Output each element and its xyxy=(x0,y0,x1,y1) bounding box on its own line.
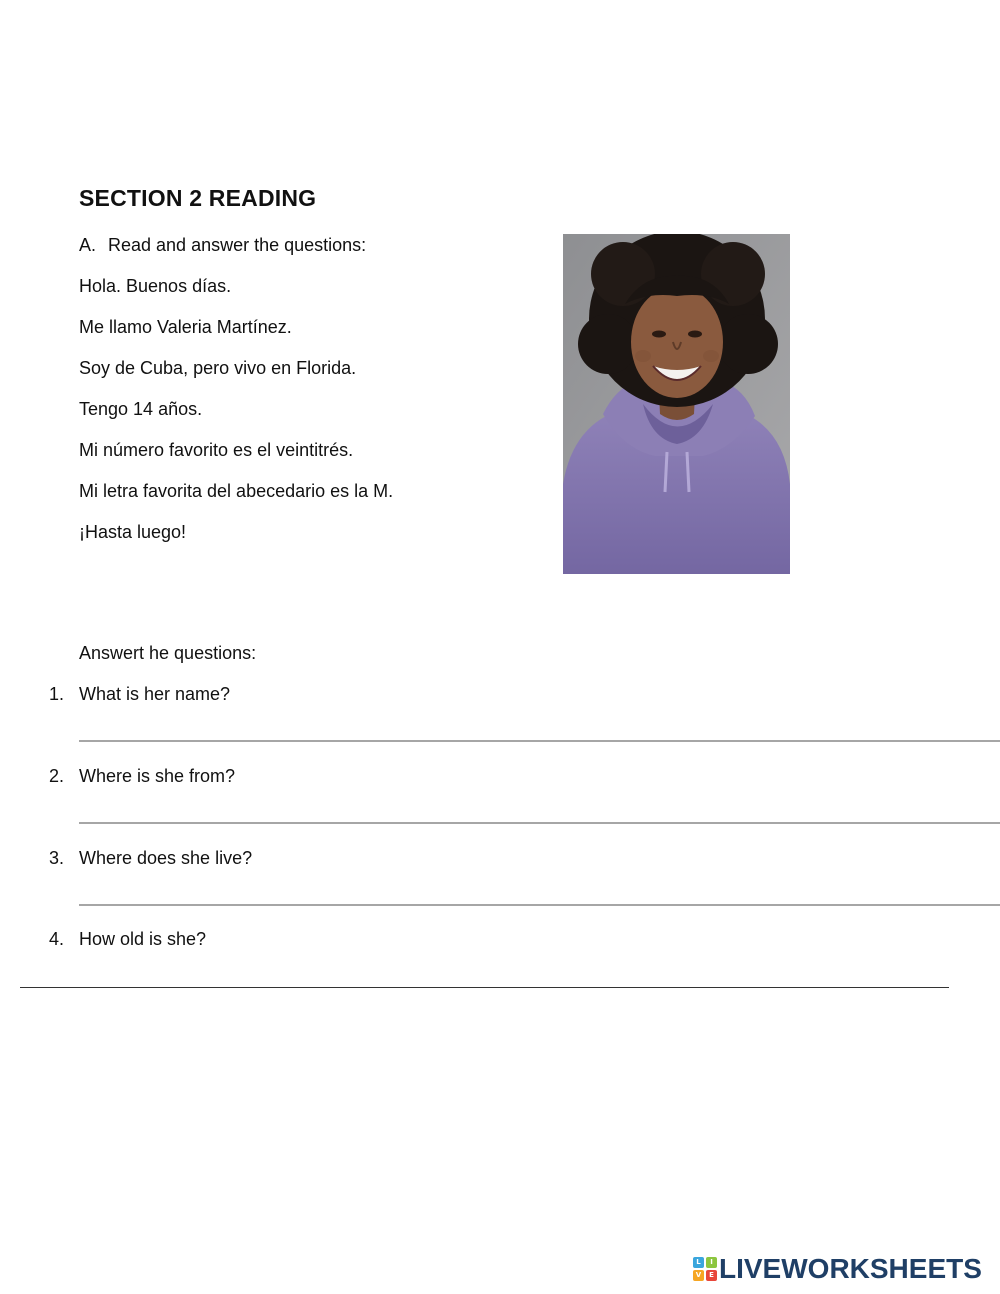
question-text: What is her name? xyxy=(79,684,231,704)
mark-square: I xyxy=(706,1257,717,1268)
instruction-text: Read and answer the questions: xyxy=(108,235,367,255)
question-text: Where does she live? xyxy=(79,848,253,868)
answer-line-4[interactable] xyxy=(20,987,949,988)
mark-square: V xyxy=(693,1270,704,1281)
liveworksheets-logo xyxy=(693,1254,982,1284)
question-number: 4. xyxy=(49,929,65,949)
answer-line-1[interactable] xyxy=(79,740,1000,742)
liveworksheets-mark-icon xyxy=(693,1257,717,1281)
passage-line: Me llamo Valeria Martínez. xyxy=(79,317,292,337)
question-number: 1. xyxy=(49,684,65,704)
question-number: 2. xyxy=(49,766,65,786)
question-text: Where is she from? xyxy=(79,766,236,786)
question-text: How old is she? xyxy=(79,929,207,949)
section-heading: SECTION 2 READING xyxy=(79,185,317,211)
passage-line: Hola. Buenos días. xyxy=(79,276,232,296)
passage-line: ¡Hasta luego! xyxy=(79,522,187,542)
answer-line-2[interactable] xyxy=(79,822,1000,824)
passage-line: Mi letra favorita del abecedario es la M. xyxy=(79,481,394,501)
mark-square: L xyxy=(693,1257,704,1268)
passage-line: Tengo 14 años. xyxy=(79,399,203,419)
passage-line: Soy de Cuba, pero vivo en Florida. xyxy=(79,358,357,378)
portrait-photo xyxy=(563,234,790,574)
mark-square: E xyxy=(706,1270,717,1281)
passage-line: Mi número favorito es el veintitrés. xyxy=(79,440,354,460)
instruction-letter: A. xyxy=(79,235,97,255)
questions-intro: Answert he questions: xyxy=(79,643,257,663)
answer-line-3[interactable] xyxy=(79,904,1000,906)
question-number: 3. xyxy=(49,848,65,868)
logo-text: LIVEWORKSHEETS xyxy=(719,1253,982,1284)
